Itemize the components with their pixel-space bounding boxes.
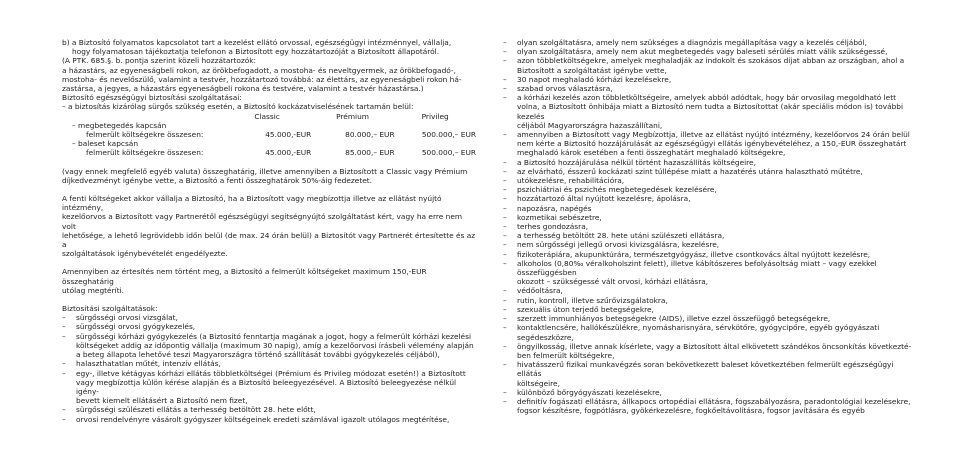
after-table-line: (vagy ennek megfelelő egyéb valuta) összeghatárig, illetve amennyiben a Biztosított a Classic vagy Prémium: [62, 166, 468, 176]
table-cell: 45.000,-EUR: [265, 130, 312, 140]
list-item: – sürgősségi orvosi gyógykezelés,: [62, 322, 196, 332]
list-item-line: olyan szolgáltatásra, amely nem akut megbetegedés vagy baleseti sérülés miatt válik szükségessé,: [517, 47, 888, 57]
list-item-line: rutin, kontroll, illetve szűrővizsgálatokra,: [517, 295, 668, 305]
list-item-line: a kórházi kezelés azon többletköltségeire, amelyek abból adódtak, hogy bár orvosilag megoldható lett: [517, 93, 897, 103]
list-item: [503, 194, 913, 203]
table-cell: 85.000,– EUR: [345, 148, 395, 158]
list-dash: –: [503, 249, 507, 259]
table-row: [62, 130, 476, 139]
table-row-label: [62, 121, 476, 130]
list-dash: –: [503, 185, 507, 195]
list-dash: –: [503, 130, 507, 140]
list-dash: –: [503, 176, 507, 186]
list-item: [503, 93, 913, 130]
para2-line: kezelőorvos a Biztosított vagy Partnerétől egészségügyi segítségnyújtó szolgáltatást kért, vagy ha erre nem volt: [62, 212, 463, 231]
list-item: [503, 240, 913, 249]
para2-line: A fenti költségeket akkor vállalja a Biztosító, ha a Biztosított vagy megbízottja illetve az ellátást nyújtó intézmény,: [62, 194, 442, 213]
list-dash: –: [503, 157, 507, 167]
list-item-line: terhes gondozásra,: [517, 222, 589, 232]
left-column: [62, 38, 476, 424]
list-item-line: öngyilkosság, illetve annak kísérlete, vagy a Biztosított által elkövetett szándékos öncsonkítás következté-: [517, 341, 912, 351]
list-dash: –: [503, 84, 507, 94]
list-dash: –: [503, 222, 507, 232]
list-dash: –: [503, 74, 507, 84]
list-item-line: okozott – szükségessé vált orvosi, kórházi ellátásra,: [517, 277, 709, 287]
list-dash: –: [503, 295, 507, 305]
list-item: – halaszthatatlan műtét, intenzív ellátás,: [62, 359, 221, 369]
table-row-label1: – megbetegedés kapcsán: [72, 120, 167, 130]
para2-line: lehetősége, a lehető legrövidebb időn belül (de max. 24 órán belül) a Biztosítót vagy Partnerét értesítette és az a: [62, 230, 476, 250]
list-dash: –: [503, 323, 507, 333]
list-item: [503, 167, 913, 176]
coverage-table: [62, 112, 476, 158]
intro-line: hogy folyamatosan tájékoztatja telefonon a Biztosított egy hozzátartozóját a Biztosított állapotáról.: [72, 47, 440, 57]
list-item: [503, 286, 913, 295]
table-header-row: [62, 112, 476, 121]
table-header: Classic: [254, 111, 280, 121]
list-item: [503, 305, 913, 314]
table-header: Prémium: [336, 111, 369, 121]
list-dash: –: [503, 314, 507, 324]
list-dash: –: [503, 304, 507, 314]
table-row: [62, 148, 476, 157]
list-item: [503, 75, 913, 84]
list-dash: –: [503, 360, 507, 370]
list-item-line: a Biztosító hozzájárulása nélkül történt hazaszállítás költségeire,: [517, 157, 756, 167]
list-item: [503, 176, 913, 185]
table-cell: 500.000,– EUR: [421, 130, 476, 140]
list-item: [503, 397, 913, 415]
list-item: [503, 296, 913, 305]
intro-line: b) a Biztosító folyamatos kapcsolatot tart a kezelést ellátó orvossal, egészségügyi intézménnyel, vállalja,: [62, 38, 452, 47]
intro-line: (A PTK. 685.§. b. pontja szerint közeli hozzátartozók:: [62, 56, 257, 66]
list-item-line: hozzátartozó által nyújtott kezelésre, ápolásra,: [517, 194, 691, 204]
list-item: [503, 213, 913, 222]
list-item-line: kontaktlencsére, hallókészülékre, nyomásharisnyára, sérvkötőre, gyógycipőre, egyéb gyógyászati segédeszközre,: [517, 323, 880, 342]
table-row-label2: felmerült költségekre összesen:: [86, 148, 204, 158]
right-column: [503, 38, 913, 415]
intro-line: – a biztosítás kizárólag sürgős szükség esetén, a Biztosító kockázatviselésének tartamán belül:: [62, 102, 414, 112]
list-item-line: fizikoterápiára, akupunktúrára, természetgyógyász, illetve csontkovács által nyújtott kezelésre,: [517, 249, 871, 259]
list-item: [503, 56, 913, 74]
list-item-line: meghaladó károk esetében a fenti összeghatárt meghaladó költségekre,: [517, 148, 786, 158]
list-dash: –: [503, 396, 507, 406]
list-item-line: az elvárható, ésszerű kockázati szint túllépése miatt a hazatérés utánra halasztható műtétre,: [517, 166, 863, 176]
list-item: [503, 38, 913, 47]
services-title: Biztosítási szolgáltatások:: [62, 304, 158, 314]
list-item: [503, 323, 913, 341]
list-dash: –: [503, 231, 507, 241]
list-dash: –: [503, 47, 507, 57]
table-header: Privileg: [421, 111, 449, 121]
list-item-line: definitív fogászati ellátásra, állkapocs ortopédiai ellátásra, fogszabályozásra, paradontológiai kezelésekre,: [517, 396, 911, 406]
intro-line: a házastárs, az egyeneságbeli rokon, az örökbefogadott, a mostoha- és neveltgyermek, az örökbefogadó-,: [62, 65, 456, 75]
list-item: [503, 231, 913, 240]
list-item-line: szerzett immunhiányos betegségekre (AIDS), illetve ezzel összefüggő betegségekre,: [517, 314, 831, 324]
list-item: [503, 222, 913, 231]
services-list: [62, 313, 476, 423]
list-dash: –: [503, 194, 507, 204]
list-dash: –: [503, 341, 507, 351]
list-item-line: szabad orvos választásra,: [517, 84, 613, 94]
intro-block: [62, 38, 476, 112]
para3-line: utólag megtéríti.: [62, 285, 125, 295]
list-dash: –: [503, 166, 507, 176]
list-item-line: alkoholos (0,80‰ véralkoholszint felett), illetve kábítószeres befolyásoltság miatt – vagy ezekkel összefüggésben: [517, 258, 877, 278]
list-item-line: védőoltásra,: [517, 286, 563, 296]
after-table-line: díjkedvezményt igénybe vette, a Biztosító a fenti összeghatárok 50%-áig fedezetet.: [62, 175, 373, 185]
list-item: – sürgősségi orvosi vizsgálat,: [62, 313, 178, 323]
list-item-line: Biztosított a szolgáltatást igénybe vette,: [517, 65, 667, 75]
table-row-label: [62, 139, 476, 148]
list-item: [503, 388, 913, 397]
list-item-line: kozmetikai sebészetre,: [517, 212, 602, 222]
list-dash: –: [503, 212, 507, 222]
list-item: [503, 204, 913, 213]
list-item: – egy-, illetve kétágyas kórházi ellátás többletköltségei (Prémium és Privileg módozat esetén!) a Biztosított vagy megbízottja külön kérése alapján és a Biztosító beleegyezésével. A Biztosító beleegyezése nélkül igény- bevett kiemelt ellátásért a Biztosító nem fizet,: [62, 368, 466, 406]
list-item: [503, 250, 913, 259]
list-dash: –: [503, 258, 507, 268]
list-item-line: amennyiben a Biztosított vagy Megbízottja, illetve az ellátást nyújtó intézmény, kezelőorvos 24 órán belül: [517, 130, 910, 140]
list-item: [503, 158, 913, 167]
table-cell: 500.000,– EUR: [421, 148, 476, 158]
list-item-line: hivatásszerű fizikai munkavégzés soran bekövetkezett baleset következtében felmerült egészségügyi ellátás: [517, 360, 894, 379]
list-dash: –: [503, 240, 507, 250]
list-item-line: céljából Magyarországra hazaszállítani,: [517, 120, 663, 130]
table-row-label1: – baleset kapcsán: [72, 139, 139, 149]
table-row-label2: felmerült költségekre összesen:: [86, 130, 204, 140]
list-dash: –: [503, 93, 507, 103]
table-cell: 80.000,– EUR: [345, 130, 395, 140]
list-dash: –: [503, 387, 507, 397]
list-item: [503, 360, 913, 388]
list-item-line: szexuális úton terjedő betegségekre,: [517, 304, 654, 314]
list-item-line: napozásra, napégés: [517, 203, 592, 213]
list-item-line: költségeire,: [517, 378, 560, 388]
list-item: [503, 47, 913, 56]
list-dash: –: [503, 286, 507, 296]
para3-line: Amennyiben az értesítés nem történt meg, a Biztosító a felmerült költségeket maximum 150,-EUR összeghatárig: [62, 267, 427, 286]
list-item-line: ben felmerült költségekre,: [517, 350, 615, 360]
list-item-line: 30 napot meghaladó kórházi kezelésekre,: [517, 74, 672, 84]
list-item: [503, 342, 913, 360]
exclusions-list: [503, 38, 913, 415]
list-item-line: volna, a Biztosított önhibája miatt a Biztosító nem tudta a Biztosítottat (akár speciális módon is) további kezelés: [517, 102, 904, 121]
intro-line: mostoha- és nevelőszülő, valamint a testvér, hozzátartozó továbbá: az élettárs, az egyeneságbeli rokon há-: [62, 74, 462, 84]
list-item-line: utókezelésre, rehabilitációra,: [517, 176, 625, 186]
intro-line: zastársa, a jegyes, a házastárs egyeneságbeli rokona és testvére, valamint a testvér házastársa.): [62, 84, 424, 94]
para2-line: szolgáltatások igénybevételét engedélyezte.: [62, 249, 228, 259]
table-cell: 45.000,-EUR: [265, 148, 312, 158]
list-item: – orvosi rendelvényre vásárolt gyógyszer költségeinek eredeti számlával igazolt utólagos megtérítése,: [62, 414, 450, 424]
list-item-line: pszichiátriai és pszichés megbetegedések kezelésére,: [517, 185, 717, 195]
list-item-line: különböző bőrgyógyászati kezelésekre,: [517, 387, 662, 397]
list-item: [503, 259, 913, 287]
list-item-line: a terhesség betöltött 28. hete utáni szülészeti ellátásra,: [517, 231, 725, 241]
list-item: – sürgősségi szülészeti ellátás a terhesség betöltött 28. hete előtt,: [62, 405, 316, 415]
list-item: [503, 130, 913, 158]
list-dash: –: [503, 56, 507, 66]
list-item: [503, 84, 913, 93]
list-item-line: azon többletköltségekre, amelyek meghaladják az indokolt és szokásos díjat abban az országban, ahol a: [517, 56, 905, 66]
list-item-line: nem kérte a Biztosító hozzájárulását az egészségügyi ellátás igénybevételéhez, a 150,-EUR összeghatárt: [517, 139, 907, 149]
list-item: [503, 314, 913, 323]
list-item: – sürgősségi kórházi gyógykezelés (a Biztosító fenntartja magának a jogot, hogy a felmerült kórházi kezelési költségeket addig az időpontig vállalja (maximum 30 napig), amíg a kezelőorvosi írásbeli vélemény alapján a beteg állapota lehetővé teszi Magyarországra történő szállítását további gyógykezelés céljából),: [62, 331, 474, 360]
list-dash: –: [503, 203, 507, 213]
list-item-line: olyan szolgáltatásra, amely nem szükséges a diagnózis megállapítása vagy a kezelés céljából,: [517, 38, 867, 47]
list-item-line: nem sürgősségi jellegű orvosi kivizsgálásra, kezelésre,: [517, 240, 720, 250]
list-item: [503, 185, 913, 194]
list-dash: –: [503, 38, 507, 47]
intro-line: Biztosító egészségügyi biztosítási szolgáltatásai:: [62, 93, 242, 103]
list-item-line: fogsor készítésre, fogpótlásra, gyökérkezelésre, fogkőeltávolításra, fogsor javítására és egyéb: [517, 406, 865, 416]
